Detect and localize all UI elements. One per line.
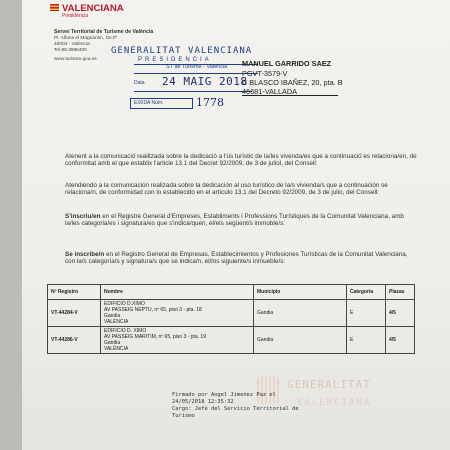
address-line: Pl. Alfons el Magnànim, 15-2ª xyxy=(54,36,117,41)
cell-registro: VT-44286-V xyxy=(48,327,101,354)
cell-categoria: E xyxy=(347,327,386,354)
service-name: Servei Territorial de Turisme de València xyxy=(54,29,154,35)
stamp-org: GENERALITAT VALENCIANA xyxy=(111,46,253,56)
stamp-date: 24 MAIG 2018 xyxy=(162,75,248,88)
recipient-street: C BLASCO IBAÑEZ, 20, pta. B xyxy=(242,78,343,87)
recipient-id: PGVT-3579-V xyxy=(242,69,288,78)
stamp-exit-label: EIXIDA Núm. xyxy=(130,98,193,109)
paragraph-valencian-1: Atenent a la comunicació realitzada sobre la dedicació a l'ús turístic de la/les vivenda/es que a continuació es relaciona/en, de conformitat amb el que establix l'article 13.1 del Decret 92/2009, de 3 de juliol, del Consell: xyxy=(65,153,417,168)
signature-line: Firmado por Angel Jimenez Paz el xyxy=(172,392,276,398)
column-header: Nº Registro xyxy=(48,285,101,300)
flag-logo-icon xyxy=(50,4,59,11)
paragraph-valencian-2: S'inscriu/en en el Registre General d'Empreses, Establiments i Professions Turístiques de la Comunitat Valenciana, amb la/les categoria/es i signatura/es que s'indica/quen, el/els següent/s immoble/s: xyxy=(65,213,404,228)
table-row xyxy=(48,327,415,354)
cell-plazas: 4/5 xyxy=(386,300,415,327)
cell-categoria: E xyxy=(347,300,386,327)
watermark-text: VALENCIANA xyxy=(297,398,372,408)
column-header: Municipio xyxy=(254,285,347,300)
paragraph-spanish-1: Atendiendo a la comunicación realizada sobre la dedicación al uso turístico de la/s vivienda/s que a continuación se relaciona/n, de conformidad con lo establecido en el artículo 13.1 del Decreto 92/2009, de 3 de julio, del Consell: xyxy=(65,182,388,197)
brand-subtitle: Presidència xyxy=(62,13,89,19)
recipient-name: MANUEL GARRIDO SAEZ xyxy=(242,59,332,68)
document-page xyxy=(22,0,450,450)
cell-municipio: Gandia xyxy=(254,327,347,354)
watermark-emblem-icon xyxy=(257,376,279,404)
cell-nombre: EDIFICIO D. XIMO AV PASSEIG MARITIM, nº 65, piso 3 - pta. 19 Gandia VALÈNCIA xyxy=(101,327,254,354)
brand-name: VALENCIANA xyxy=(62,3,124,14)
stamp-service: ST de Turisme - València xyxy=(166,64,228,70)
stamp-underline xyxy=(134,91,252,92)
cell-plazas: 4/5 xyxy=(386,327,415,354)
cell-nombre: EDIFICIO D.XIMO AV PASSEIG NEPTU, nº 65, piso 3 - pta. 18 Gandia VALÈNCIA xyxy=(101,300,254,327)
address-line: www.turisme.gva.es xyxy=(54,57,97,62)
cell-registro: VT-44284-V xyxy=(48,300,101,327)
table-header-row xyxy=(48,285,415,300)
recipient-city-underline xyxy=(242,95,338,96)
stamp-date-label: Data xyxy=(134,80,145,86)
table-row xyxy=(48,300,415,327)
stamp-presidencia: PRESIDENCIA xyxy=(138,57,212,63)
signature-line: Cargo: Jefe del Servicio Territorial de xyxy=(172,406,299,412)
address-line: 46003 - València xyxy=(54,42,90,47)
cell-municipio: Gandia xyxy=(254,300,347,327)
address-line: Tel.96.3986400 xyxy=(54,48,87,53)
registry-table xyxy=(47,284,415,354)
paragraph-spanish-2: Se inscribe/n en el Registro General de Empresas, Establecimientos y Profesiones Turísticas de la Comunitat Valenciana, con la/s categoría/s y signatura/s que se indica/n, el/los siguiente/s inmueble/s: xyxy=(65,251,408,266)
column-header: Nombre xyxy=(101,285,254,300)
registry-stamp xyxy=(106,44,260,136)
column-header: Plazas xyxy=(386,285,415,300)
watermark-text: GENERALITAT xyxy=(287,378,371,391)
stamp-exit-number: 1778 xyxy=(196,96,224,109)
signature-line: 24/05/2018 12:35:32 xyxy=(172,399,234,405)
signature-line: Turismo xyxy=(172,413,195,419)
recipient-city: 46681-VALLADA xyxy=(242,87,298,96)
column-header: Categoría xyxy=(347,285,386,300)
